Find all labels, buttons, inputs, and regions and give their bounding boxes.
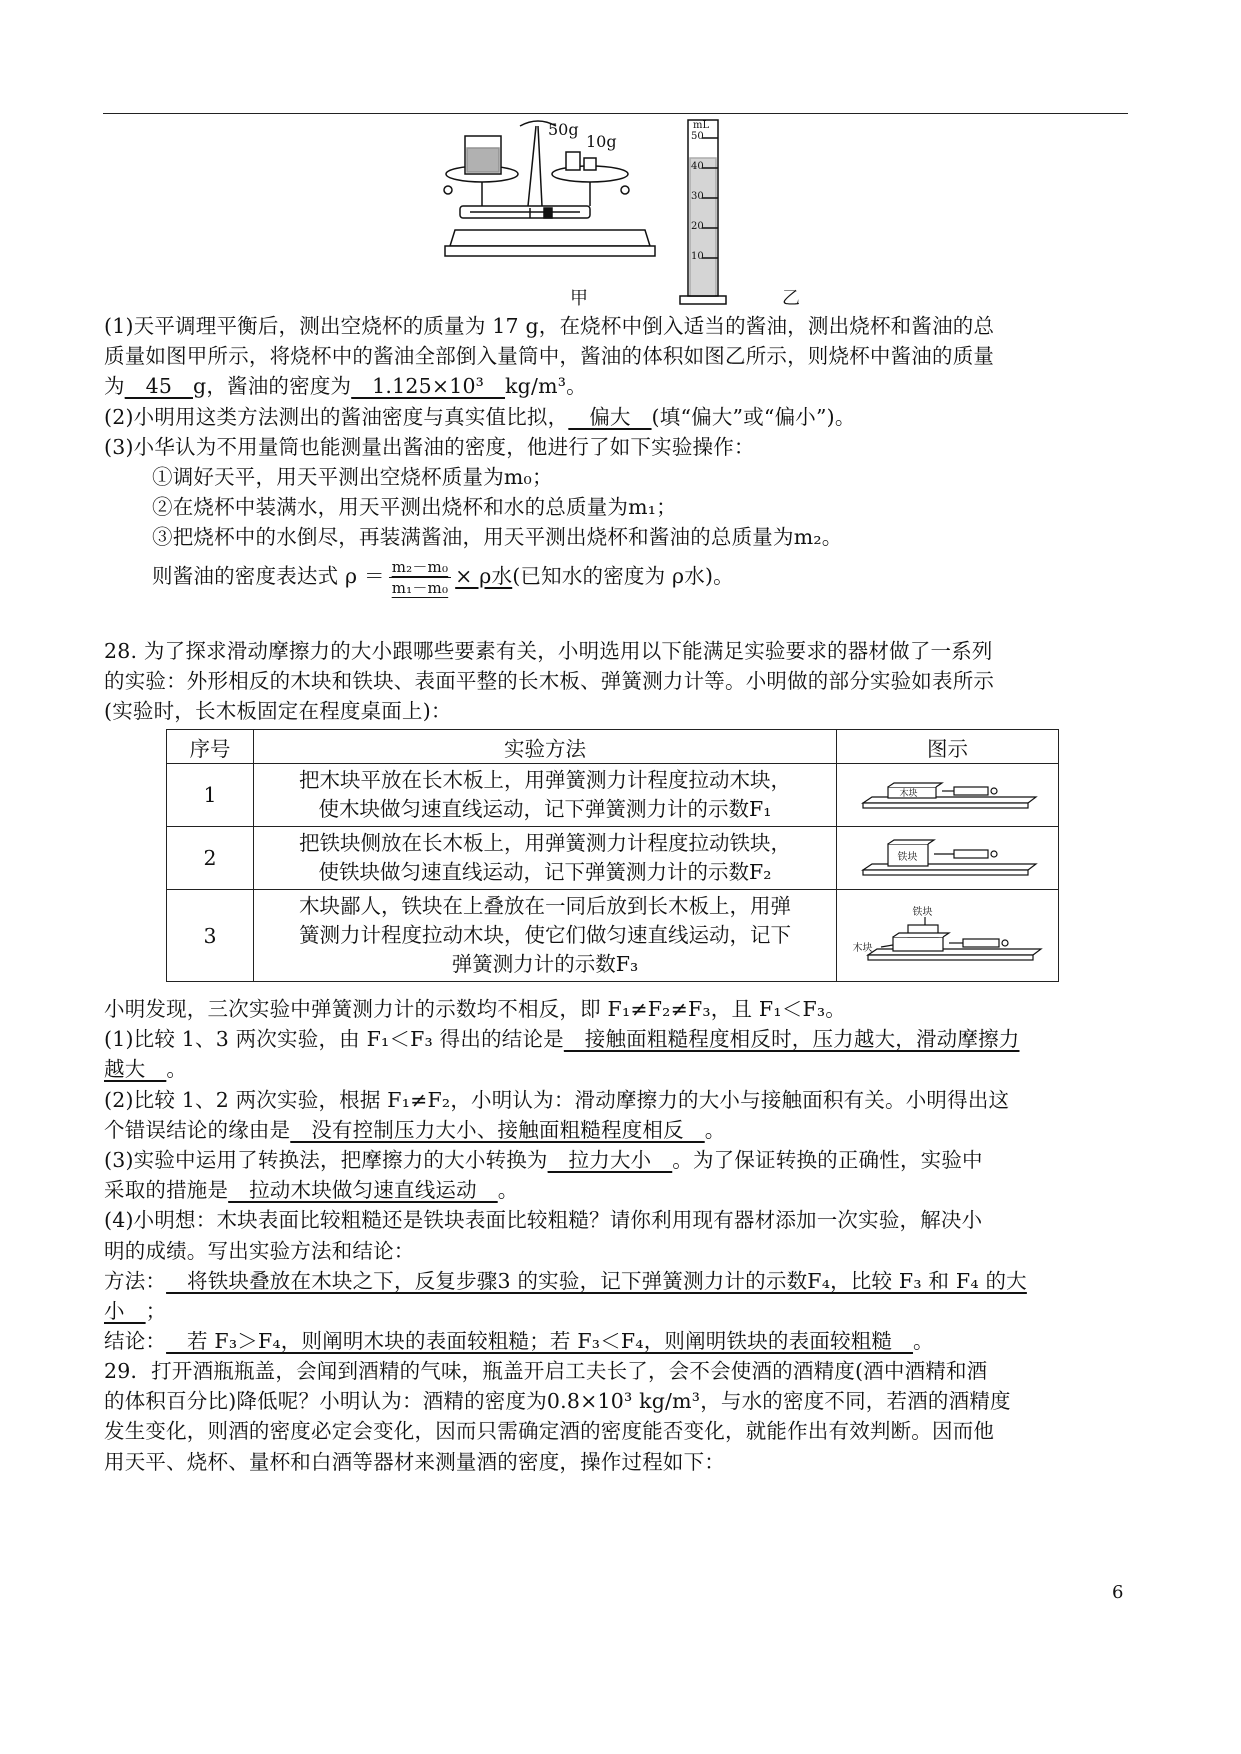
q27-density-formula: 则酱油的密度表达式 ρ ＝ $\frac{\text{m₂－m₀}}{\text{m₁－m₀}}$ × ρ水(已知水的密度为 ρ水)。 <box>152 557 734 597</box>
answer-mass: __45__ <box>124 374 193 399</box>
density-fraction: $\frac{\text{m₂－m₀}}{\text{m₁－m₀}}$ <box>389 557 451 598</box>
wood-block-diagram: 木块 <box>858 775 1038 815</box>
figure-balance-and-cylinder <box>440 118 820 310</box>
row-diagram <box>837 764 1059 827</box>
label-wood: 木块 <box>852 942 873 954</box>
question-29-block <box>104 1356 1134 1477</box>
cylinder-tick: 30 <box>691 191 704 202</box>
q28-line-1: 28. 为了探求滑动摩擦力的大小跟哪些要素有关，小明选用以下能满足实验要求的器材做了一系列 <box>104 639 993 663</box>
q29-line-4: 用天平、烧杯、量杯和白酒等器材来测量酒的密度，操作过程如下： <box>104 1449 725 1474</box>
experiment-table <box>166 729 1059 982</box>
question-27-block <box>104 311 1134 599</box>
iron-block-diagram: 铁块 <box>858 834 1038 882</box>
weight-label-10g: 10g <box>586 132 617 151</box>
q27-line-4: (2)小明用这类方法测出的酱油密度与真实值比拟，__偏大__(填“偏大”或“偏小”)。 <box>104 404 856 429</box>
figure-label-yi: 乙 <box>782 288 800 309</box>
answer-error-reason: __没有控制压力大小、接触面粗糙程度相反__ <box>290 1117 705 1142</box>
page-number: 6 <box>1112 1582 1124 1603</box>
answer-conversion: __拉力大小__ <box>547 1147 673 1172</box>
table-row <box>167 827 1059 890</box>
row-number: 2 <box>167 827 254 890</box>
header-number: 序号 <box>167 730 254 764</box>
header-method: 实验方法 <box>254 730 837 764</box>
q28-line-2: 的实验：外形相反的木块和铁块、表面平整的长木板、弹簧测力计等。小明做的部分实验如表所示 <box>104 669 995 694</box>
q29-line-2: 的体积百分比)降低呢？小明认为：酒精的密度为0.8×10³ kg/m³，与水的密度不同，若酒的酒精度 <box>104 1389 1011 1414</box>
row-number: 3 <box>167 890 254 982</box>
answer-bias: __偏大__ <box>568 404 652 429</box>
row-number: 1 <box>167 764 254 827</box>
table-row <box>167 890 1059 982</box>
cylinder-unit: mL <box>693 120 710 131</box>
q27-line-3: 为__45__g，酱油的密度为__1.125×10³__kg/m³。 <box>104 374 587 399</box>
q29-line-1: 29．打开酒瓶瓶盖，会闻到酒精的气味，瓶盖开启工夫长了，会不会使酒的酒精度(酒中酒精和酒 <box>104 1359 988 1383</box>
q28-finding: 小明发现，三次实验中弹簧测力计的示数均不相反，即 F₁≠F₂≠F₃，且 F₁＜F₃。 <box>104 997 846 1021</box>
row-diagram <box>837 890 1059 982</box>
q27-line-5: (3)小华认为不用量筒也能测量出酱油的密度，他进行了如下实验操作： <box>104 434 755 459</box>
answer-result: __若 F₃＞F₄，则阐明木块的表面较粗糙；若 F₃＜F₄，则阐明铁块的表面较粗糙__ <box>166 1329 914 1354</box>
q27-step-3: ③把烧杯中的水倒尽，再装满酱油，用天平测出烧杯和酱油的总质量为m₂。 <box>152 525 843 550</box>
answer-conclusion: __接触面粗糙程度相反时，压力越大，滑动摩擦力 <box>563 1027 1020 1052</box>
weight-label-50g: 50g <box>548 120 579 139</box>
label-iron: 铁块 <box>912 906 933 918</box>
cylinder-tick: 20 <box>691 221 704 232</box>
q27-step-2: ②在烧杯中装满水，用天平测出烧杯和水的总质量为m₁； <box>152 495 677 520</box>
row-method: 木块鄙人，铁块在上叠放在一同后放到长木板上，用弹 簧测力计程度拉动木块，使它们做匀速直线运动，记下 弹簧测力计的示数F₃ <box>254 890 837 982</box>
answer-method: __将铁块叠放在木块之下，反复步骤3 的实验，记下弹簧测力计的示数F₄，比较 F₃ 和 F₄ 的大 <box>166 1268 1027 1293</box>
row-diagram <box>837 827 1059 890</box>
answer-measure: __拉动木块做匀速直线运动__ <box>228 1178 498 1203</box>
q27-line-1: (1)天平调理平衡后，测出空烧杯的质量为 17 g，在烧杯中倒入适当的酱油，测出烧杯和酱油的总 <box>104 314 995 338</box>
q29-line-3: 发生变化，则酒的密度必定会变化，因而只需确定酒的密度能否变化，就能作出有效判断。因而他 <box>104 1419 995 1444</box>
row-method: 把木块平放在长木板上，用弹簧测力计程度拉动木块， 使木块做匀速直线运动，记下弹簧测力计的示数F₁ <box>254 764 837 827</box>
table-row <box>167 764 1059 827</box>
cylinder-tick: 40 <box>691 161 704 172</box>
header-rule <box>103 113 1128 114</box>
q27-line-2: 质量如图甲所示，将烧杯中的酱油全部倒入量筒中，酱油的体积如图乙所示，则烧杯中酱油的质量 <box>104 344 995 369</box>
answer-density: __1.125×10³__ <box>351 374 506 399</box>
balance-cylinder-illustration <box>440 118 820 310</box>
cylinder-tick: 10 <box>691 251 704 262</box>
q27-step-1: ①调好天平，用天平测出空烧杯质量为m₀； <box>152 464 553 489</box>
question-28-answers: 小明发现，三次实验中弹簧测力计的示数均不相反，即 F₁≠F₂≠F₃，且 F₁＜F₃。 (1)比较 1、3 两次实验，由 F₁＜F₃ 得出的结论是__接触面粗糙程度相反时，压力越大，滑动摩擦力 越大__。 (2)比较 1、2 两次实验，根据 F₁≠F₂，小明认为：滑动摩擦力的大小与接触面积有关。小明得出这 个错误结论的缘由是__没有控制压力大小、接触面粗糙程度相反__。 (3)实验中运用了转换法，把摩擦力的大小转换为__拉力大小__。为了保证转换的正确性，实验中 采取的措施是__拉动木块做匀速直线运动__。 (4)小明想：木块表面比较粗糙还是铁块表面比较粗糙？请你利用现有器材添加一次实验，解决小 明的成绩。写出实验方法和结论： 方法：__将铁块叠放在木块之下，反复步骤3 的实验，记下弹簧测力计的示数F₄，比较 F₃ 和 F₄ 的大 小__； 结论：__若 F₃＞F₄，则阐明木块的表面较粗糙；若 F₃＜F₄，则阐明铁块的表面较粗糙__。 <box>104 994 1134 1356</box>
q28-line-3: (实验时，长木板固定在程度桌面上)： <box>104 699 452 724</box>
cylinder-tick: 50 <box>691 131 704 142</box>
table-header-row <box>167 730 1059 764</box>
header-diagram: 图示 <box>837 730 1059 764</box>
row-method: 把铁块侧放在长木板上，用弹簧测力计程度拉动铁块， 使铁块做匀速直线运动，记下弹簧测力计的示数F₂ <box>254 827 837 890</box>
stacked-blocks-diagram <box>853 901 1043 971</box>
figure-label-jia: 甲 <box>570 288 588 309</box>
question-28-intro <box>104 636 1134 727</box>
